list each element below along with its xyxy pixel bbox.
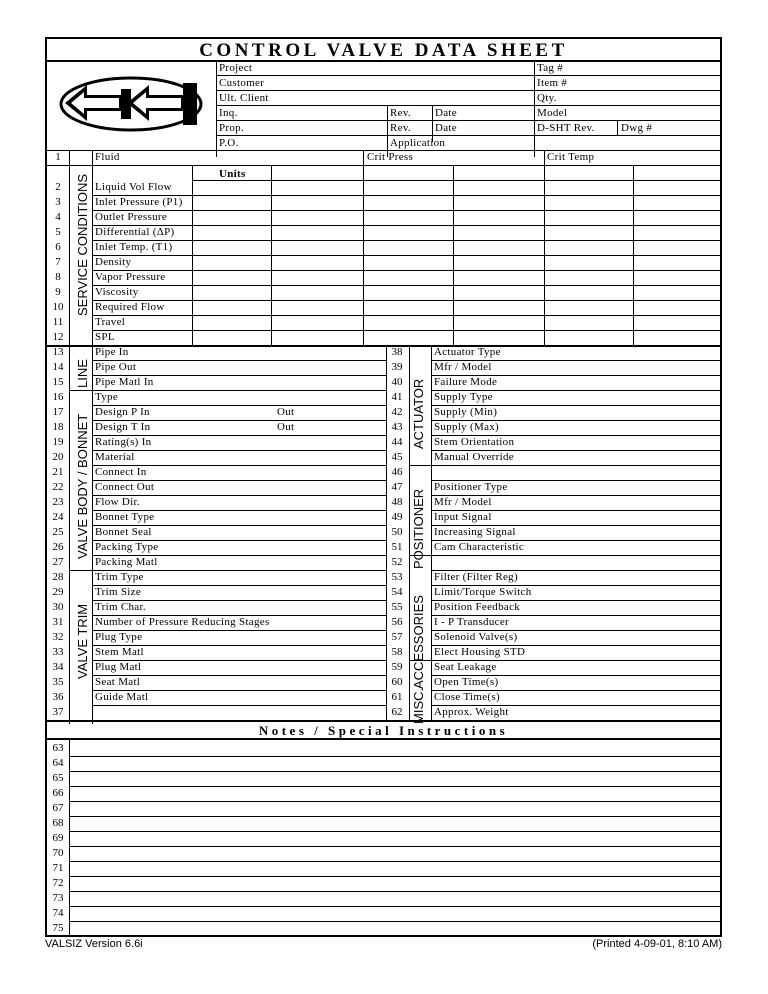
row-number: 54 xyxy=(391,586,403,598)
row-number: 15 xyxy=(52,376,64,388)
row-label: Pipe Matl In xyxy=(95,376,154,388)
row-label: Density xyxy=(95,256,132,268)
row-label: Liquid Vol Flow xyxy=(95,181,172,193)
row-number: 29 xyxy=(52,586,64,598)
row-number: 16 xyxy=(52,391,64,403)
crit-press-label: Crit Press xyxy=(367,151,414,163)
row-number: 25 xyxy=(52,526,64,538)
row-number: 41 xyxy=(391,391,403,403)
row-number: 1 xyxy=(55,151,61,163)
row-number: 30 xyxy=(52,601,64,613)
row-label: Bonnet Type xyxy=(95,511,155,523)
row-label: Design T In xyxy=(95,421,151,433)
row-label: Differential (ΔP) xyxy=(95,226,175,238)
dsht-rev-label: D-SHT Rev. xyxy=(537,122,595,134)
header-line-1 xyxy=(216,75,720,76)
row-line xyxy=(92,225,720,226)
row-line xyxy=(92,450,386,451)
row-label: Connect Out xyxy=(95,481,155,493)
row-number: 55 xyxy=(391,601,403,613)
row-label: Packing Matl xyxy=(95,556,158,568)
fluid-bottom-line xyxy=(47,165,720,166)
inq-label: Inq. xyxy=(219,107,238,119)
row-label: Seat Matl xyxy=(95,676,141,688)
ult-client-label: Ult. Client xyxy=(219,92,269,104)
row-number: 48 xyxy=(391,496,403,508)
qty-label: Qty. xyxy=(537,92,557,104)
footer-printed: (Printed 4-09-01, 8:10 AM) xyxy=(592,938,722,950)
section-line: LINE xyxy=(75,359,90,388)
row-label: Vapor Pressure xyxy=(95,271,166,283)
row-number: 12 xyxy=(52,331,64,343)
units-row-line xyxy=(192,180,720,181)
row-number: 33 xyxy=(52,646,64,658)
row-number: 20 xyxy=(52,451,64,463)
row-extra-label: Out xyxy=(277,406,295,418)
section-positioner: POSITIONER xyxy=(411,488,426,569)
customer-label: Customer xyxy=(219,77,265,89)
row-number: 58 xyxy=(391,646,403,658)
row-number: 46 xyxy=(391,466,403,478)
row-label: Filter (Filter Reg) xyxy=(434,571,518,583)
row-label: Flow Dir. xyxy=(95,496,140,508)
row-number: 21 xyxy=(52,466,64,478)
row-number: 56 xyxy=(391,616,403,628)
row-number: 31 xyxy=(52,616,64,628)
rev-label-2: Rev. xyxy=(390,122,411,134)
row-number: 17 xyxy=(52,406,64,418)
row-number: 70 xyxy=(52,847,64,859)
row-line xyxy=(92,330,720,331)
row-number: 42 xyxy=(391,406,403,418)
row-line xyxy=(92,300,720,301)
row-label: Plug Type xyxy=(95,631,143,643)
row-label: Stem Orientation xyxy=(434,436,515,448)
note-line xyxy=(69,801,720,802)
row-label: Positioner Type xyxy=(434,481,508,493)
prop-label: Prop. xyxy=(219,122,245,134)
row-number: 47 xyxy=(391,481,403,493)
row-number: 49 xyxy=(391,511,403,523)
row-number: 18 xyxy=(52,421,64,433)
number-column-line xyxy=(69,150,70,724)
row-number: 40 xyxy=(391,376,403,388)
row-number: 13 xyxy=(52,346,64,358)
row-label: Mfr / Model xyxy=(434,361,492,373)
note-line xyxy=(69,816,720,817)
row-label: Required Flow xyxy=(95,301,165,313)
row-number: 23 xyxy=(52,496,64,508)
rev-label-1: Rev. xyxy=(390,107,411,119)
row-label: Cam Characteristic xyxy=(434,541,525,553)
row-number: 68 xyxy=(52,817,64,829)
row-number: 50 xyxy=(391,526,403,538)
tag-label: Tag # xyxy=(537,62,564,74)
split-line-2 xyxy=(409,345,410,720)
row-label: Material xyxy=(95,451,135,463)
row-label: Trim Type xyxy=(95,571,144,583)
note-line xyxy=(69,786,720,787)
date-label-2: Date xyxy=(435,122,457,134)
row-label: Travel xyxy=(95,316,126,328)
fluid-label: Fluid xyxy=(95,151,120,163)
row-number: 9 xyxy=(55,286,61,298)
row-label: Guide Matl xyxy=(95,691,149,703)
row-number: 11 xyxy=(52,316,64,328)
row-label: Number of Pressure Reducing Stages xyxy=(95,616,270,628)
row-number: 7 xyxy=(55,256,61,268)
row-extra-label: Out xyxy=(277,421,295,433)
footer-version: VALSIZ Version 6.6i xyxy=(45,938,143,950)
note-line xyxy=(69,876,720,877)
row-number: 43 xyxy=(391,421,403,433)
row-label: Outlet Pressure xyxy=(95,211,168,223)
row-line xyxy=(92,270,720,271)
split-line-3 xyxy=(431,345,432,720)
row-number: 39 xyxy=(391,361,403,373)
section-service-conditions: SERVICE CONDITIONS xyxy=(75,173,90,316)
row-line xyxy=(92,240,720,241)
crit-temp-label: Crit Temp xyxy=(547,151,595,163)
section-misc: MISC. xyxy=(411,687,426,724)
row-number: 65 xyxy=(52,772,64,784)
row-number: 60 xyxy=(391,676,403,688)
row-label: Type xyxy=(95,391,119,403)
row-number: 74 xyxy=(52,907,64,919)
row-line xyxy=(92,195,720,196)
row-number: 75 xyxy=(52,922,64,934)
row-number: 6 xyxy=(55,241,61,253)
application-label: Application xyxy=(390,137,446,149)
row-label: SPL xyxy=(95,331,115,343)
main-bottom-line xyxy=(47,720,720,722)
row-label: Pipe Out xyxy=(95,361,137,373)
row-number: 24 xyxy=(52,511,64,523)
row-number: 28 xyxy=(52,571,64,583)
data-sheet xyxy=(45,37,722,937)
note-line xyxy=(69,906,720,907)
row-label: Inlet Pressure (P1) xyxy=(95,196,183,208)
row-number: 22 xyxy=(52,481,64,493)
row-number: 2 xyxy=(55,181,61,193)
row-number: 45 xyxy=(391,451,403,463)
row-number: 4 xyxy=(55,211,61,223)
row-label: Mfr / Model xyxy=(434,496,492,508)
note-line xyxy=(69,891,720,892)
row-label: Supply (Min) xyxy=(434,406,498,418)
header-line-2 xyxy=(216,90,720,91)
row-number: 26 xyxy=(52,541,64,553)
title-divider xyxy=(47,60,720,62)
row-label: Position Feedback xyxy=(434,601,521,613)
row-number: 36 xyxy=(52,691,64,703)
company-logo xyxy=(57,73,205,135)
model-label: Model xyxy=(537,107,568,119)
row-number: 3 xyxy=(55,196,61,208)
row-label: Actuator Type xyxy=(434,346,501,358)
row-label: Open Time(s) xyxy=(434,676,499,688)
project-label: Project xyxy=(219,62,253,74)
row-number: 34 xyxy=(52,661,64,673)
row-label: Seat Leakage xyxy=(434,661,497,673)
row-line xyxy=(409,465,720,466)
date-label-1: Date xyxy=(435,107,457,119)
row-number: 67 xyxy=(52,802,64,814)
row-label: Elect Housing STD xyxy=(434,646,526,658)
row-number: 62 xyxy=(391,706,403,718)
po-label: P.O. xyxy=(219,137,239,149)
row-number: 51 xyxy=(391,541,403,553)
note-line xyxy=(69,921,720,922)
row-number: 27 xyxy=(52,556,64,568)
notes-number-line xyxy=(69,738,70,937)
row-label: Failure Mode xyxy=(434,376,498,388)
row-label: Inlet Temp. (T1) xyxy=(95,241,173,253)
row-line xyxy=(92,705,386,706)
row-line xyxy=(409,555,720,556)
row-label: Manual Override xyxy=(434,451,514,463)
service-bottom-line xyxy=(47,345,720,347)
row-number: 63 xyxy=(52,742,64,754)
notes-title: Notes / Special Instructions xyxy=(258,723,509,738)
row-number: 44 xyxy=(391,436,403,448)
note-line xyxy=(69,771,720,772)
note-line xyxy=(69,831,720,832)
dwg-label: Dwg # xyxy=(621,122,653,134)
row-number: 19 xyxy=(52,436,64,448)
section-actuator: ACTUATOR xyxy=(411,378,426,449)
section-accessories: ACCESSORIES xyxy=(411,595,426,689)
row-label: Connect In xyxy=(95,466,147,478)
row-number: 73 xyxy=(52,892,64,904)
row-label: Pipe In xyxy=(95,346,129,358)
row-label: Supply (Max) xyxy=(434,421,500,433)
row-number: 14 xyxy=(52,361,64,373)
section-valve-trim: VALVE TRIM xyxy=(75,603,90,679)
row-number: 32 xyxy=(52,631,64,643)
row-number: 72 xyxy=(52,877,64,889)
row-label: Approx. Weight xyxy=(434,706,509,718)
row-label: Close Time(s) xyxy=(434,691,500,703)
note-line xyxy=(69,756,720,757)
row-number: 5 xyxy=(55,226,61,238)
row-label: Solenoid Valve(s) xyxy=(434,631,518,643)
row-label: Bonnet Seal xyxy=(95,526,152,538)
row-line xyxy=(92,210,720,211)
row-label: Viscosity xyxy=(95,286,139,298)
row-label: I - P Transducer xyxy=(434,616,509,628)
row-number: 37 xyxy=(52,706,64,718)
row-label: Trim Size xyxy=(95,586,141,598)
units-label: Units xyxy=(219,168,246,180)
row-number: 59 xyxy=(391,661,403,673)
row-label: Design P In xyxy=(95,406,150,418)
row-line xyxy=(92,285,720,286)
row-number: 64 xyxy=(52,757,64,769)
row-number: 52 xyxy=(391,556,403,568)
row-label: Rating(s) In xyxy=(95,436,152,448)
row-number: 8 xyxy=(55,271,61,283)
row-label: Supply Type xyxy=(434,391,493,403)
row-number: 10 xyxy=(52,301,64,313)
label-column-line xyxy=(92,150,93,724)
row-label: Stem Matl xyxy=(95,646,144,658)
row-number: 53 xyxy=(391,571,403,583)
row-label: Increasing Signal xyxy=(434,526,516,538)
header-divider-5 xyxy=(617,120,618,135)
section-valve-body-bonnet: VALVE BODY / BONNET xyxy=(75,413,90,559)
row-label: Limit/Torque Switch xyxy=(434,586,532,598)
row-number: 61 xyxy=(391,691,403,703)
row-number: 66 xyxy=(52,787,64,799)
row-label: Input Signal xyxy=(434,511,492,523)
row-line xyxy=(92,315,720,316)
row-number: 69 xyxy=(52,832,64,844)
sheet-title: CONTROL VALVE DATA SHEET xyxy=(199,40,568,61)
row-label: Plug Matl xyxy=(95,661,142,673)
row-number: 57 xyxy=(391,631,403,643)
row-number: 35 xyxy=(52,676,64,688)
row-label: Packing Type xyxy=(95,541,159,553)
logo-arrows-icon xyxy=(57,73,205,135)
row-number: 71 xyxy=(52,862,64,874)
header-line-3 xyxy=(216,105,720,106)
note-line xyxy=(69,861,720,862)
row-number: 38 xyxy=(391,346,403,358)
item-label: Item # xyxy=(537,77,568,89)
row-label: Trim Char. xyxy=(95,601,146,613)
row-line xyxy=(92,255,720,256)
note-line xyxy=(69,846,720,847)
